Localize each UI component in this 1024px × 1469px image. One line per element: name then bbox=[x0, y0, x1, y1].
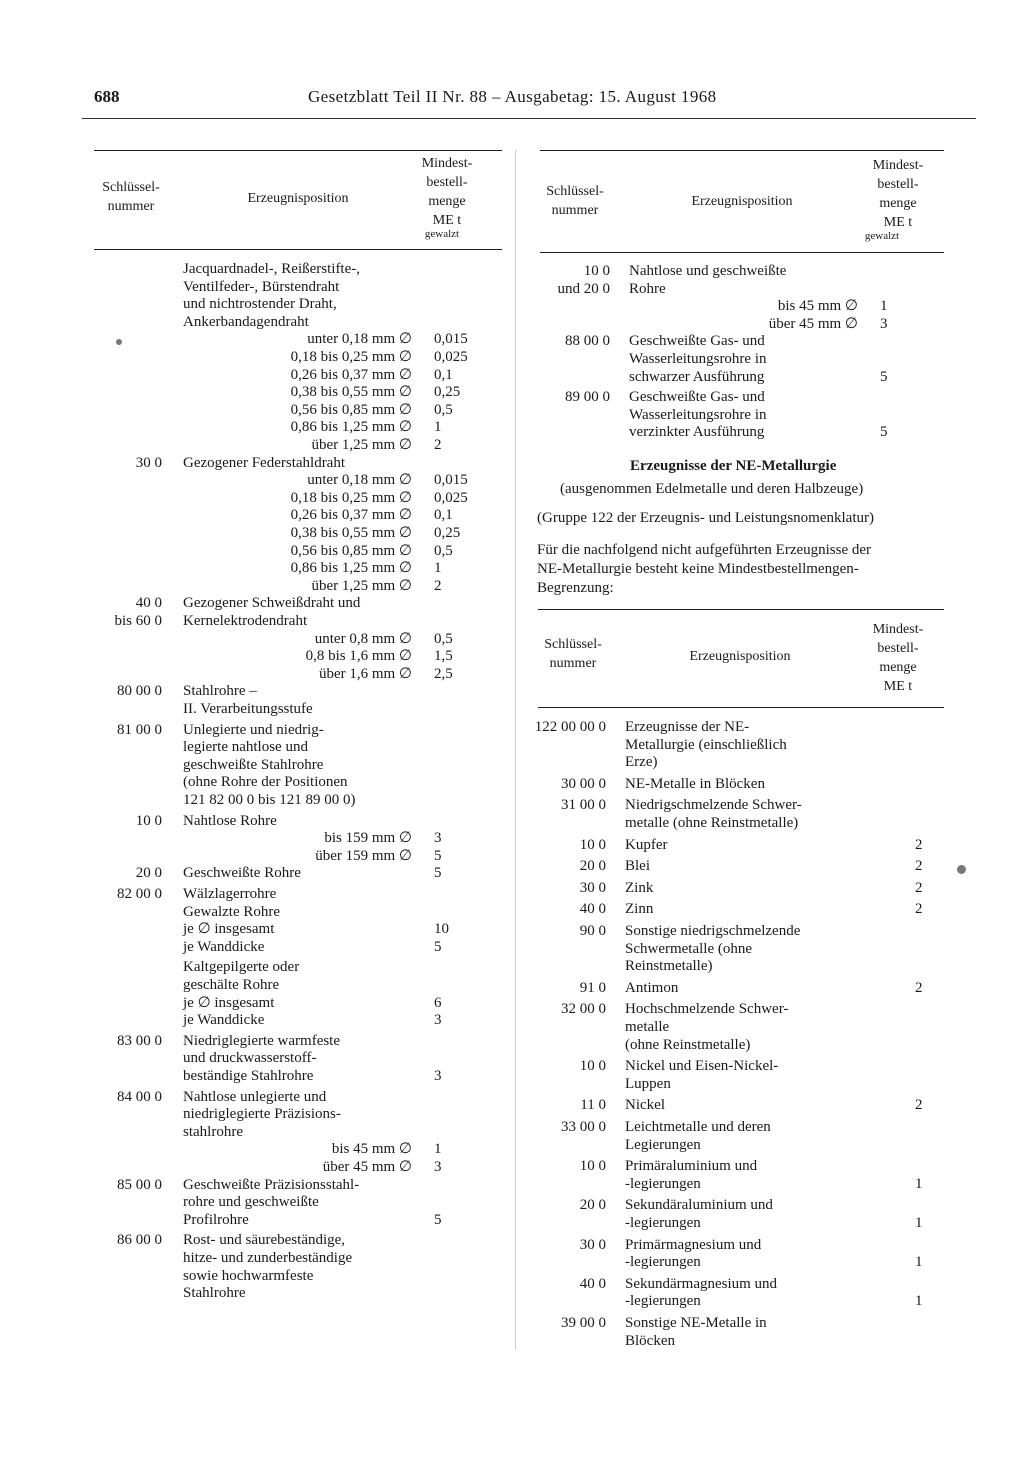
right-header-min-line2: bestell- bbox=[877, 177, 919, 192]
right-header-min bbox=[852, 156, 944, 232]
row-key: 83 00 0 bbox=[117, 1032, 162, 1049]
scan-speck bbox=[957, 865, 966, 874]
row-key: 10 0 bbox=[135, 812, 162, 829]
column-divider bbox=[515, 150, 516, 1350]
page-title: Gesetzblatt Teil II Nr. 88 – Ausgabetag: 15. August 1968 bbox=[308, 87, 717, 106]
row-value: 5 bbox=[434, 1211, 442, 1228]
right-header-position: Erzeugnisposition bbox=[691, 194, 793, 209]
row-text-line: schwarzer Ausführung bbox=[629, 368, 765, 385]
row-text-line: Gewalzte Rohre bbox=[183, 903, 281, 920]
row-key: 30 0 bbox=[579, 879, 606, 896]
left-header-min bbox=[402, 154, 492, 230]
row-text-line: 0,38 bis 0,55 mm ∅ bbox=[290, 384, 412, 401]
row-text-line: Geschweißte Gas- und bbox=[629, 389, 765, 406]
row-key: 20 0 bbox=[579, 858, 606, 875]
row-value: 0,025 bbox=[434, 349, 468, 365]
row-text-line: Wasserleitungsrohre in bbox=[629, 351, 767, 367]
row-text-line: je ∅ insgesamt bbox=[183, 921, 275, 938]
row-text-line: über 1,25 mm ∅ bbox=[311, 437, 412, 453]
row-text-line: je Wanddicke bbox=[183, 1012, 265, 1029]
row-text-line: Profilrohre bbox=[183, 1211, 249, 1228]
row-value: 0,25 bbox=[434, 525, 461, 541]
right2-header-key-line1: Schlüssel- bbox=[544, 637, 602, 652]
row-text-line: 0,86 bis 1,25 mm ∅ bbox=[290, 560, 412, 577]
row-text-line: Geschweißte Gas- und bbox=[629, 333, 765, 350]
row-text-line: Rost- und säurebeständige, bbox=[183, 1232, 346, 1249]
row-text-line: metalle (ohne Reinstmetalle) bbox=[625, 815, 799, 831]
header-min-line3: menge bbox=[428, 194, 466, 209]
row-value: 1 bbox=[915, 1175, 923, 1192]
row-text-line: unter 0,18 mm ∅ bbox=[307, 331, 412, 348]
row-text-line: Primärmagnesium und bbox=[625, 1236, 762, 1253]
row-text-line: -legierungen bbox=[625, 1254, 701, 1271]
row-text-line: und nichtrostender Draht, bbox=[183, 296, 337, 313]
row-text-line: Ventilfeder-, Bürstendraht bbox=[183, 278, 340, 295]
row-text-line: Kupfer bbox=[625, 836, 668, 853]
row-text-line: -legierungen bbox=[625, 1175, 701, 1192]
row-value: 2 bbox=[434, 437, 442, 453]
right-header-gewalzt: gewalzt bbox=[864, 230, 900, 242]
row-key-2: und 20 0 bbox=[557, 280, 610, 297]
row-key: 20 0 bbox=[135, 865, 162, 882]
row-value: 1 bbox=[915, 1293, 923, 1310]
row-text-line: Ankerbandagendraht bbox=[183, 313, 309, 330]
row-text-line: beständige Stahlrohre bbox=[183, 1068, 314, 1084]
row-text-line: geschweißte Stahlrohre bbox=[183, 756, 324, 773]
row-key: 32 00 0 bbox=[561, 1001, 606, 1018]
row-text-line: -legierungen bbox=[625, 1293, 701, 1310]
row-key: 10 0 bbox=[583, 263, 610, 279]
header-min-unit: ME t bbox=[432, 213, 462, 228]
right2-header-key bbox=[530, 635, 616, 673]
row-text-line: II. Verarbeitungsstufe bbox=[183, 701, 313, 717]
row-text-line: Nahtlose Rohre bbox=[183, 812, 277, 829]
row-text-line: 0,56 bis 0,85 mm ∅ bbox=[290, 401, 412, 418]
row-text-line: rohre und geschweißte bbox=[183, 1194, 319, 1211]
right-header-min-unit: ME t bbox=[883, 215, 913, 230]
row-text-line: Nickel bbox=[625, 1097, 665, 1114]
row-text-line: Gezogener Schweißdraht und bbox=[183, 595, 361, 612]
row-value: 10 bbox=[434, 921, 449, 938]
row-key: 90 0 bbox=[579, 923, 606, 939]
row-text-line: 0,26 bis 0,37 mm ∅ bbox=[290, 366, 412, 383]
row-text-line: stahlrohre bbox=[183, 1123, 243, 1140]
row-value: 2 bbox=[915, 901, 923, 918]
row-key: 10 0 bbox=[579, 836, 606, 853]
section-intro-line3: Begrenzung: bbox=[537, 580, 614, 596]
row-text-line: metalle bbox=[625, 1019, 670, 1035]
right2-header-min-unit: ME t bbox=[883, 679, 913, 694]
header-rule bbox=[82, 118, 976, 119]
row-value: 3 bbox=[434, 830, 442, 847]
row-text-line: Schwermetalle (ohne bbox=[625, 940, 753, 957]
header-key-line1: Schlüssel- bbox=[102, 180, 160, 195]
right-header-key-line1: Schlüssel- bbox=[546, 184, 604, 199]
row-value: 5 bbox=[434, 847, 442, 864]
row-value: 5 bbox=[434, 865, 442, 882]
row-text-line: über 45 mm ∅ bbox=[768, 315, 858, 332]
row-text-line: Geschweißte Präzisionsstahl- bbox=[183, 1176, 360, 1193]
row-text-line: Geschweißte Rohre bbox=[183, 865, 301, 882]
row-text-line: Nahtlose und geschweißte bbox=[629, 263, 787, 279]
row-value: 2 bbox=[915, 858, 923, 875]
row-key: 86 00 0 bbox=[117, 1232, 162, 1249]
row-text-line: Nickel und Eisen-Nickel- bbox=[625, 1058, 779, 1075]
row-value: 0,5 bbox=[434, 401, 453, 418]
row-text-line: Metallurgie (einschließlich bbox=[625, 736, 787, 753]
row-text-line: (ohne Reinstmetalle) bbox=[625, 1036, 751, 1053]
left-header-gewalzt: gewalzt bbox=[424, 228, 460, 240]
row-key: 89 00 0 bbox=[565, 389, 610, 406]
row-value: 1 bbox=[434, 560, 442, 577]
header-min-line2: bestell- bbox=[426, 175, 468, 190]
row-value: 2 bbox=[915, 879, 923, 896]
row-text-line: Stahlrohre – bbox=[183, 683, 257, 700]
row-text-line: Erze) bbox=[625, 754, 658, 771]
right2-header-min bbox=[852, 620, 944, 696]
right2-header-position: Erzeugnisposition bbox=[689, 649, 791, 664]
row-text-line: unter 0,18 mm ∅ bbox=[307, 472, 412, 489]
section-heading: Erzeugnisse der NE-Metallurgie bbox=[630, 458, 837, 474]
right2-header-key-line2: nummer bbox=[549, 656, 597, 671]
row-text-line: Wälzlagerrohre bbox=[183, 886, 277, 902]
row-value: 0,025 bbox=[434, 489, 468, 506]
left-table-header-rule bbox=[94, 249, 502, 250]
right-table2-top-rule bbox=[538, 609, 944, 610]
row-text-line: Kernelektrodendraht bbox=[183, 613, 308, 629]
row-text-line: Wasserleitungsrohre in bbox=[629, 406, 767, 423]
row-value: 0,25 bbox=[434, 384, 461, 401]
row-text-line: legierte nahtlose und bbox=[183, 739, 308, 756]
row-text-line: Zink bbox=[625, 879, 654, 896]
row-key: 80 00 0 bbox=[117, 683, 162, 700]
row-text-line: unter 0,8 mm ∅ bbox=[314, 630, 412, 647]
row-key: 88 00 0 bbox=[565, 333, 610, 350]
row-key: 122 00 00 0 bbox=[534, 719, 606, 735]
row-value: 1 bbox=[915, 1215, 923, 1231]
row-value: 2 bbox=[915, 979, 923, 996]
row-key: 11 0 bbox=[580, 1097, 606, 1114]
page-number: 688 bbox=[94, 87, 120, 106]
row-value: 5 bbox=[880, 368, 888, 385]
row-text-line: und druckwasserstoff- bbox=[183, 1050, 317, 1067]
row-key: 30 0 bbox=[579, 1236, 606, 1253]
scan-speck bbox=[116, 339, 122, 345]
row-key: 40 0 bbox=[135, 595, 162, 612]
row-text-line: Jacquardnadel-, Reißerstifte-, bbox=[183, 261, 361, 277]
row-text-line: Blei bbox=[625, 858, 650, 875]
row-text-line: Erzeugnisse der NE- bbox=[625, 719, 750, 735]
row-text-line: (ohne Rohre der Positionen bbox=[183, 774, 348, 791]
row-value: 5 bbox=[880, 424, 888, 441]
row-key: 10 0 bbox=[579, 1058, 606, 1075]
row-text-line: Nahtlose unlegierte und bbox=[183, 1088, 327, 1105]
row-text-line: 121 82 00 0 bis 121 89 00 0) bbox=[183, 792, 356, 808]
row-text-line: Hochschmelzende Schwer- bbox=[625, 1001, 789, 1018]
row-key: 30 0 bbox=[135, 454, 162, 471]
section-intro-line2: NE-Metallurgie besteht keine Mindestbestellmengen- bbox=[537, 561, 859, 577]
row-value: 0,1 bbox=[434, 366, 453, 383]
row-text-line: Niedrigschmelzende Schwer- bbox=[625, 797, 802, 814]
row-key: 33 00 0 bbox=[561, 1119, 606, 1135]
row-text-line: Niedriglegierte warmfeste bbox=[183, 1032, 341, 1049]
header-key-line2: nummer bbox=[107, 199, 155, 214]
row-text-line: bis 45 mm ∅ bbox=[331, 1141, 412, 1158]
row-key: 40 0 bbox=[579, 901, 606, 918]
row-text-line: Kaltgepilgerte oder bbox=[183, 959, 300, 976]
row-text-line: bis 45 mm ∅ bbox=[777, 298, 858, 315]
row-value: 2 bbox=[434, 577, 442, 594]
row-key: 40 0 bbox=[579, 1275, 606, 1292]
row-text-line: hitze- und zunderbeständige bbox=[183, 1250, 353, 1266]
row-text-line: 0,18 bis 0,25 mm ∅ bbox=[290, 489, 412, 506]
row-text-line: sowie hochwarmfeste bbox=[183, 1267, 314, 1284]
row-text-line: 0,26 bis 0,37 mm ∅ bbox=[290, 507, 412, 524]
left-header-key bbox=[88, 178, 174, 216]
row-text-line: Luppen bbox=[625, 1075, 671, 1092]
row-value: 0,5 bbox=[434, 630, 453, 647]
row-text-line: Reinstmetalle) bbox=[625, 958, 713, 975]
row-key: 82 00 0 bbox=[117, 886, 162, 902]
row-text-line: 0,86 bis 1,25 mm ∅ bbox=[290, 419, 412, 436]
row-value: 1 bbox=[915, 1254, 923, 1271]
row-text-line: -legierungen bbox=[625, 1215, 701, 1231]
section-intro-line1: Für die nachfolgend nicht aufgeführten Erzeugnisse der bbox=[537, 542, 872, 558]
row-key: 10 0 bbox=[579, 1158, 606, 1175]
row-text-line: Sonstige niedrigschmelzende bbox=[625, 923, 801, 939]
right-header-min-line1: Mindest- bbox=[872, 158, 924, 173]
right-header-min-line3: menge bbox=[879, 196, 917, 211]
row-value: 1 bbox=[434, 1141, 442, 1158]
row-text-line: Sekundäraluminium und bbox=[625, 1197, 773, 1214]
row-text-line: Blöcken bbox=[625, 1332, 675, 1349]
row-text-line: 0,56 bis 0,85 mm ∅ bbox=[290, 542, 412, 559]
row-value: 3 bbox=[434, 1012, 442, 1029]
row-text-line: über 1,25 mm ∅ bbox=[311, 577, 412, 594]
row-key-2: bis 60 0 bbox=[114, 613, 162, 629]
row-value: 3 bbox=[880, 315, 888, 332]
right-header-key bbox=[532, 182, 618, 220]
row-key: 85 00 0 bbox=[117, 1176, 162, 1193]
row-value: 1,5 bbox=[434, 648, 453, 665]
section-group: (Gruppe 122 der Erzeugnis- und Leistungsnomenklatur) bbox=[537, 510, 874, 526]
row-key: 20 0 bbox=[579, 1197, 606, 1214]
row-text-line: NE-Metalle in Blöcken bbox=[625, 775, 765, 792]
left-table-top-rule bbox=[94, 150, 502, 151]
right-table2-header-rule bbox=[538, 707, 944, 708]
right-table-top-rule bbox=[540, 150, 944, 151]
row-key: 84 00 0 bbox=[117, 1088, 162, 1105]
row-text-line: 0,18 bis 0,25 mm ∅ bbox=[290, 349, 412, 365]
right-header-key-line2: nummer bbox=[551, 203, 599, 218]
row-value: 3 bbox=[434, 1068, 442, 1084]
row-text-line: Zinn bbox=[625, 901, 654, 918]
row-value: 0,015 bbox=[434, 472, 468, 489]
row-key: 81 00 0 bbox=[117, 721, 162, 738]
row-text-line: über 1,6 mm ∅ bbox=[318, 665, 412, 682]
row-text-line: über 159 mm ∅ bbox=[315, 847, 412, 864]
row-value: 6 bbox=[434, 994, 442, 1011]
row-text-line: 0,38 bis 0,55 mm ∅ bbox=[290, 525, 412, 541]
row-text-line: Sonstige NE-Metalle in bbox=[625, 1315, 767, 1331]
row-value: 1 bbox=[880, 298, 888, 315]
section-subheading: (ausgenommen Edelmetalle und deren Halbzeuge) bbox=[560, 481, 864, 497]
row-value: 2 bbox=[915, 836, 923, 853]
row-text-line: Sekundärmagnesium und bbox=[625, 1275, 778, 1292]
right2-header-min-line1: Mindest- bbox=[872, 622, 924, 637]
row-key: 31 00 0 bbox=[561, 797, 606, 814]
row-key: 30 00 0 bbox=[561, 775, 606, 792]
right-table-header-rule bbox=[540, 252, 944, 253]
row-value: 1 bbox=[434, 419, 442, 436]
row-text-line: Leichtmetalle und deren bbox=[625, 1119, 771, 1135]
page-header bbox=[0, 82, 1024, 112]
row-value: 5 bbox=[434, 938, 442, 955]
row-text-line: Antimon bbox=[625, 979, 679, 996]
row-text-line: verzinkter Ausführung bbox=[629, 424, 765, 441]
row-value: 0,015 bbox=[434, 331, 468, 348]
row-key: 39 00 0 bbox=[561, 1315, 606, 1331]
row-text-line: geschälte Rohre bbox=[183, 977, 280, 993]
row-text-line: 0,8 bis 1,6 mm ∅ bbox=[305, 648, 412, 665]
row-text-line: Rohre bbox=[629, 280, 666, 297]
row-text-line: je ∅ insgesamt bbox=[183, 994, 275, 1011]
row-text-line: Unlegierte und niedrig- bbox=[183, 721, 324, 738]
row-value: 3 bbox=[434, 1159, 442, 1175]
row-value: 0,1 bbox=[434, 507, 453, 524]
row-text-line: Primäraluminium und bbox=[625, 1158, 758, 1175]
row-text-line: über 45 mm ∅ bbox=[322, 1159, 412, 1175]
row-value: 0,5 bbox=[434, 542, 453, 559]
right2-header-min-line2: bestell- bbox=[877, 641, 919, 656]
right2-header-min-line3: menge bbox=[879, 660, 917, 675]
left-header-position: Erzeugnisposition bbox=[247, 191, 349, 206]
row-value: 2 bbox=[915, 1097, 923, 1114]
row-key: 91 0 bbox=[579, 979, 606, 996]
row-text-line: je Wanddicke bbox=[183, 938, 265, 955]
row-text-line: Gezogener Federstahldraht bbox=[183, 454, 346, 471]
row-text-line: niedriglegierte Präzisions- bbox=[183, 1106, 341, 1123]
row-text-line: bis 159 mm ∅ bbox=[324, 830, 412, 847]
row-text-line: Stahlrohre bbox=[183, 1285, 246, 1302]
row-text-line: Legierungen bbox=[625, 1136, 701, 1153]
row-value: 2,5 bbox=[434, 665, 453, 682]
header-min-line1: Mindest- bbox=[421, 156, 473, 171]
